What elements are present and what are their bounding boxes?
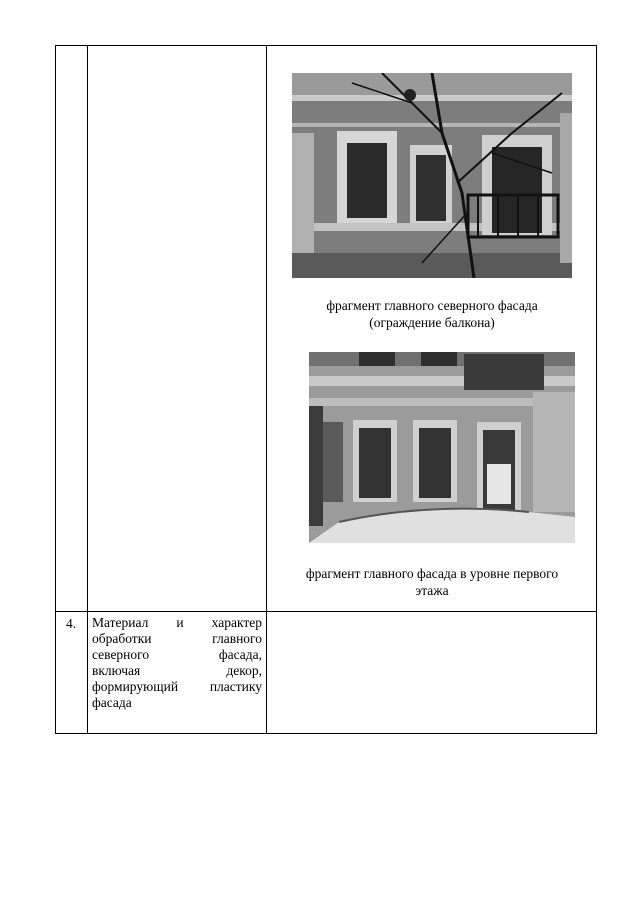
row-name-cell — [88, 612, 267, 734]
description-table — [55, 45, 597, 734]
name-line — [92, 663, 262, 679]
name-word: фасада — [92, 695, 132, 710]
name-word: северного — [92, 647, 150, 662]
name-word: и — [176, 615, 184, 630]
caption-line: (ограждение балкона) — [369, 315, 495, 330]
caption-line: фрагмент главного фасада в уровне первого — [305, 566, 559, 581]
name-word: Материал — [92, 615, 149, 630]
row-name-cell — [88, 46, 267, 612]
content-cell — [267, 612, 597, 734]
name-line — [92, 647, 262, 663]
name-word: включая — [92, 663, 141, 678]
name-line — [92, 615, 262, 631]
facade-balcony-photo — [292, 73, 572, 278]
row-number-cell — [56, 46, 88, 612]
caption-line: фрагмент главного северного фасада — [326, 298, 538, 313]
row-number-cell: 4. — [56, 612, 88, 734]
table-row — [56, 612, 597, 734]
name-line — [92, 631, 262, 647]
name-word: декор, — [226, 663, 262, 678]
caption-first-floor — [267, 565, 597, 599]
name-word: характер — [211, 615, 262, 630]
table-row — [56, 46, 597, 612]
name-word: пластику — [209, 679, 262, 694]
name-line — [92, 695, 262, 711]
photo-cell — [267, 46, 597, 612]
name-word: фасада, — [218, 647, 262, 662]
facade-first-floor-photo — [309, 352, 575, 543]
name-word: формирующий — [92, 679, 179, 694]
caption-line: этажа — [415, 583, 449, 598]
name-word: обработки — [92, 631, 152, 646]
name-line — [92, 679, 262, 695]
caption-balcony — [267, 297, 597, 331]
name-word: главного — [212, 631, 262, 646]
